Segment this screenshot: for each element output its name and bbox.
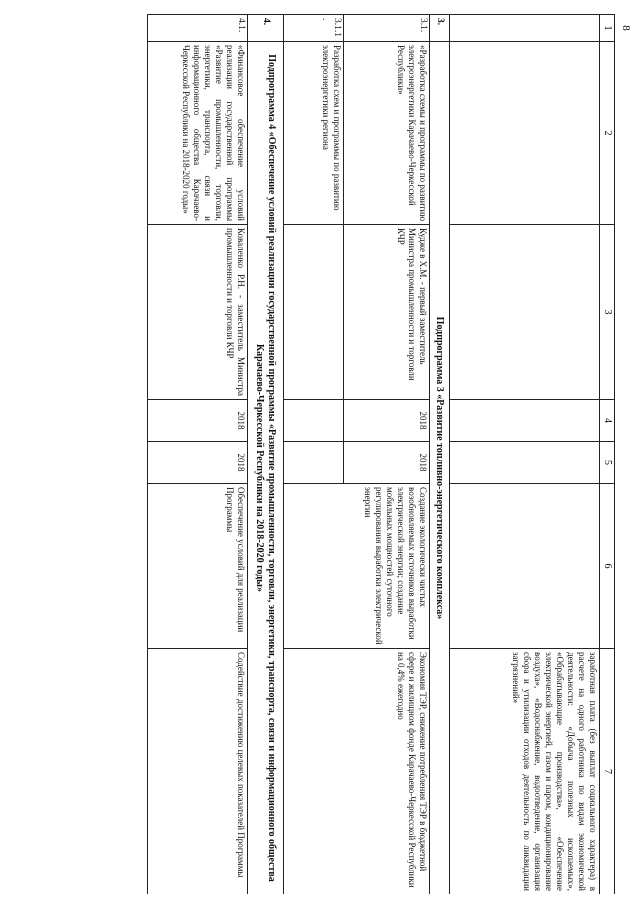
col-num-5: 5 <box>599 442 614 484</box>
subprogram-4-title: Подпрограмма 4 «Обеспечение условий реализации государственной программы «Развитие промышленности, торговли, энергетики, транспорта, связи и информационного общества Карачаево-Черкесской Республики на 2018-2020 годы» <box>247 42 283 895</box>
subprogram-4-row <box>247 15 283 895</box>
col-num-2: 2 <box>599 42 614 225</box>
indicators-cell: заработная плата (без выплат социального характера) в расчете на одного работника по видам экономической деятельности: «Добыча полезных ископаемых», «Обрабатывающие производства», «Обеспечение электрической энергией, газом и паром, кондиционирование воздуха», «Водоснабжение, водоотведение, организация сбора и утилизации отходов деятельность по ликвидации загрязнений» <box>449 649 599 895</box>
rotated-table-area <box>55 14 615 894</box>
responsible-person: Кудже в Х.М. - первый заместитель Министра промышленности и торговли КЧР <box>343 225 429 400</box>
col-num-4: 4 <box>599 400 614 442</box>
end-year: 2018 <box>343 442 429 484</box>
row-number: 3.1.1. <box>283 15 343 42</box>
measure-name: Разработка схем и программы по развитию электроэнергетики региона <box>283 42 343 225</box>
subprogram-3-title: Подпрограмма 3 «Развитие топливно-энергетического комплекса» <box>429 42 449 895</box>
row-number: 4.1. <box>147 15 247 42</box>
measure-name: «Разработка схемы и программы по развитию электроэнергетики Карачаево-Черкесской Республики» <box>343 42 429 225</box>
column-number-row <box>599 15 614 895</box>
table-row-3-1 <box>343 15 429 895</box>
indicators-cell: Экономия ТЭР, снижение потребления ТЭР в бюджетной сфере и жилищном фонде Карачаево-Черкесской Республики на 0,4% ежегодно <box>283 649 429 895</box>
subprogram-3-row <box>429 15 449 895</box>
row-number: 3.1. <box>343 15 429 42</box>
table-row-4-1 <box>147 15 247 895</box>
col-num-7: 7 <box>599 649 614 895</box>
indicators-cell: Содействие достижению целевых показателей Программы <box>147 649 247 895</box>
col-num-3: 3 <box>599 225 614 400</box>
subprogram-4-number: 4. <box>247 15 283 42</box>
subprogram-3-number: 3. <box>429 15 449 42</box>
page-number: 8 <box>619 25 632 31</box>
end-year: 2018 <box>147 442 247 484</box>
responsible-person: Коваленко Р.Н. - заместитель Министра промышленности и торговли КЧР <box>147 225 247 400</box>
expected-result: Обеспечение условий для реализации Программы <box>147 484 247 649</box>
expected-result: Создание экологически чистых возобновляемых источников выработки электрической энергии; создание мобильных мощностей суточного регулирования выработки электрической энергии <box>283 484 429 649</box>
measure-name: «Финансовое обеспечение условий реализации государственной программы «Развитие промышленности, торговли, энергетики, транспорта, связи и информационного общества Карачаево-Черкесской Республики на 2018-2020 годы» <box>147 42 247 225</box>
rotated-page-content <box>55 14 615 894</box>
program-table <box>147 14 615 894</box>
col-num-1: 1 <box>599 15 614 42</box>
start-year: 2018 <box>147 400 247 442</box>
start-year: 2018 <box>343 400 429 442</box>
table-row-continuation <box>449 15 599 895</box>
col-num-6: 6 <box>599 484 614 649</box>
